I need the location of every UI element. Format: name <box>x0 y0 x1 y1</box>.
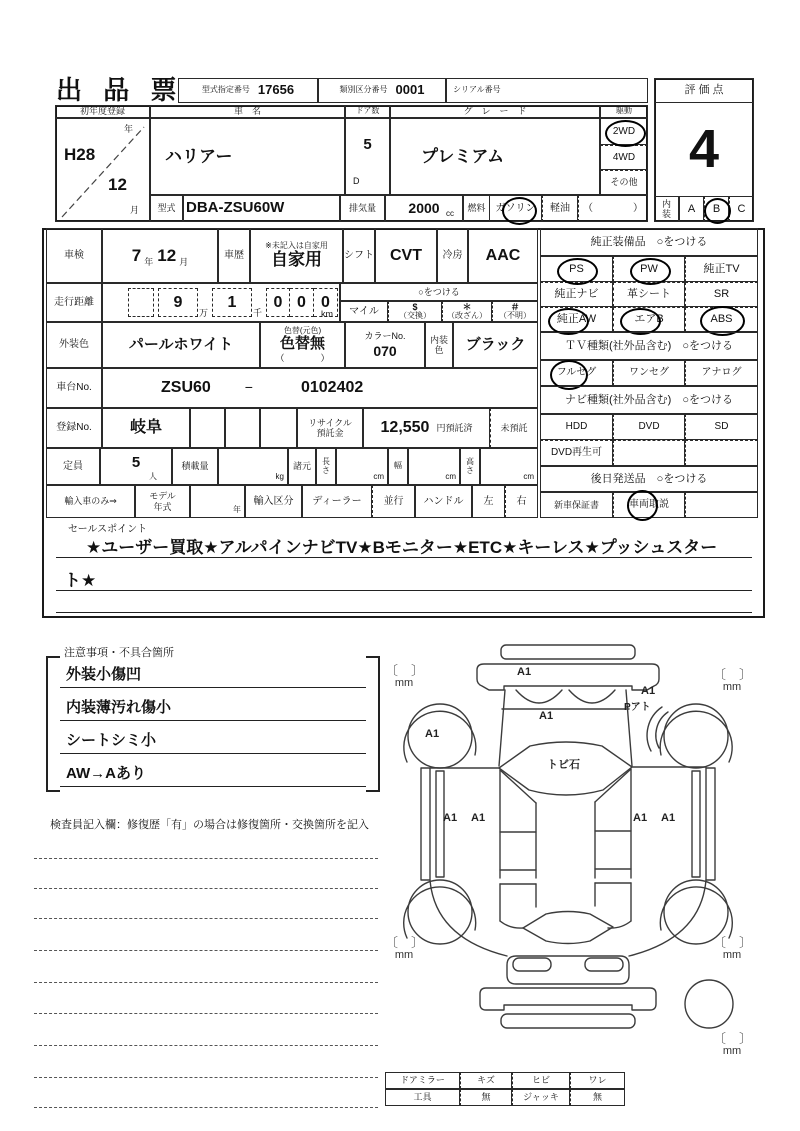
equip-leather-seat: 革シート <box>613 282 685 307</box>
doors-unit: D <box>353 175 360 186</box>
import-class-dealer: ディーラー <box>302 485 372 518</box>
spec-width-label: 幅 <box>388 448 408 485</box>
inspector-line-7 <box>34 1045 378 1046</box>
mile-opt-unknown: ＃ （不明） <box>492 301 538 322</box>
damage-mark-left-door-a: A1 <box>443 812 458 824</box>
car-diagram <box>383 640 783 1070</box>
spec-length-label: 長 さ <box>316 448 336 485</box>
shaken-label: 車検 <box>46 228 102 283</box>
defects-bracket-right <box>366 656 380 792</box>
mile-opt-tampered: ＊ （改ざん） <box>442 301 492 322</box>
selection-circle-gasoline <box>502 197 537 225</box>
sales-underline-2 <box>56 590 752 591</box>
mirror-table-r2c2: 無 <box>460 1089 512 1106</box>
inspector-line-1 <box>34 858 378 859</box>
mileage-digit-sen: 1 <box>212 288 252 317</box>
ext-color-value: パールホワイト <box>102 322 260 368</box>
chassis-value: ZSU60 − 0102402 <box>102 368 538 408</box>
tread-bracket-rear-right: 〔 〕 mm <box>713 935 753 961</box>
model-code-box <box>178 78 318 103</box>
capacity-value: 5 人 <box>100 448 172 485</box>
class-code-box <box>318 78 446 103</box>
defects-bracket-left <box>46 656 60 792</box>
mirror-table-r2c3: ジャッキ <box>512 1089 570 1106</box>
interior-grade-a: A <box>679 196 704 222</box>
mirror-table-r2c1: 工具 <box>385 1089 460 1106</box>
grade-header: グ レ ー ド <box>390 105 600 118</box>
model-label: 型式 <box>150 195 183 222</box>
interior-grade-label: 内 装 <box>654 196 679 222</box>
sales-underline-1 <box>56 557 752 558</box>
mileage-digit-2: 0 <box>290 288 314 317</box>
reg-empty-3 <box>260 408 297 448</box>
displacement-label: 排気量 <box>340 195 385 222</box>
later-warranty-book: 新車保証書 <box>540 492 613 518</box>
reg-label: 登録No. <box>46 408 102 448</box>
tv-analog: アナログ <box>685 360 758 386</box>
first-reg-year-unit: 年 <box>123 124 133 134</box>
handle-label: ハンドル <box>415 485 472 518</box>
history-cell <box>250 228 343 283</box>
spec-width-field: cm <box>408 448 460 485</box>
tv-type-header: ＴＶ種類(社外品含む) ○をつける <box>540 332 758 360</box>
damage-mark-left-door-b: A1 <box>471 812 486 824</box>
model-year-field: 年 <box>190 485 245 518</box>
page-title: 出 品 票 <box>56 75 184 105</box>
selection-circle-ps <box>557 258 598 285</box>
fuel-option-diesel: 軽油 <box>542 195 578 222</box>
selection-circle-manual <box>627 490 658 521</box>
ext-color-label: 外装色 <box>46 322 102 368</box>
mirror-table-r1c2: キズ <box>460 1072 512 1089</box>
mirror-table-r1c4: ワレ <box>570 1072 625 1089</box>
damage-mark-hood: A1 <box>539 710 554 722</box>
model-code-label: 型式指定番号 <box>201 85 250 95</box>
class-code-value: 0001 <box>395 82 425 98</box>
evaluation-score: 4 <box>654 103 754 196</box>
recycle-amount: 12,550 <box>380 419 430 437</box>
damage-mark-right-fender-paint: Pアト <box>624 702 651 713</box>
selection-circle-airbag <box>620 308 661 335</box>
recycle-amount-cell <box>363 408 490 448</box>
equip-airbag: エアB <box>613 307 685 332</box>
tv-fullseg: フルセグ <box>540 360 613 386</box>
equip-abs: ABS <box>685 307 758 332</box>
ac-label: 冷房 <box>437 228 468 283</box>
inspector-line-8 <box>34 1077 378 1078</box>
recycle-unpaid-label: 未預託 <box>490 408 538 448</box>
sales-point-line1: ★ユーザー買取★アルパインナビTV★Bモニター★ETC★キーレス★プッシュスター <box>86 538 718 557</box>
navi-empty-1 <box>613 440 685 466</box>
mileage-unit: km <box>321 309 333 319</box>
model-code-value: 17656 <box>257 82 295 98</box>
defect-underline-3 <box>60 753 366 754</box>
shift-label: シフト <box>343 228 375 283</box>
serial-label: シリアル番号 <box>453 85 501 95</box>
shaken-value: 7 年 12 月 <box>102 228 218 283</box>
first-reg-year: H28 <box>64 145 96 164</box>
model-year-label: モデル 年式 <box>135 485 190 518</box>
equip-genuine-navi: 純正ナビ <box>540 282 613 307</box>
defect-underline-2 <box>60 720 366 721</box>
displacement-value: 2000 cc <box>385 195 463 222</box>
inspector-line-9 <box>34 1107 378 1108</box>
selection-circle-2wd <box>605 120 646 147</box>
spec-height-label: 高 さ <box>460 448 480 485</box>
recycle-paid-label: 円預託済 <box>436 422 473 433</box>
fuel-option-gasoline: ガソリン <box>490 195 542 222</box>
load-value-cell <box>218 448 288 485</box>
damage-mark-right-door-b: A1 <box>661 812 676 824</box>
navi-sd: SD <box>685 414 758 440</box>
navi-dvd-playable: DVD再生可 <box>540 440 613 466</box>
interior-grade-b: B <box>704 196 729 222</box>
mirror-table-r1c3: ヒビ <box>512 1072 570 1089</box>
defect-underline-1 <box>60 687 366 688</box>
handle-left: 左 <box>472 485 505 518</box>
defect-item-1: 外装小傷凹 <box>66 666 142 683</box>
interior-grade-c: C <box>729 196 754 222</box>
mirror-table-r1c1: ドアミラー <box>385 1072 460 1089</box>
import-class-parallel: 並行 <box>372 485 415 518</box>
class-code-label: 類別区分番号 <box>339 85 388 95</box>
inspector-note: 検査員記入欄：修復歴「有」の場合は修復箇所・交換箇所を記入 <box>50 819 369 831</box>
defects-label: 注意事項・不具合箇所 <box>64 647 174 659</box>
selection-circle-pw <box>630 258 671 285</box>
color-no-cell: カラーNo. 070 <box>345 322 425 368</box>
handle-right: 右 <box>505 485 538 518</box>
import-class-label: 輸入区分 <box>245 485 302 518</box>
damage-mark-right-door-a: A1 <box>633 812 648 824</box>
first-reg-header: 初年度登録 <box>55 105 150 118</box>
load-unit: kg <box>275 472 284 482</box>
recycle-label: リサイクル 預託金 <box>297 408 363 448</box>
reg-value: 岐阜 <box>102 408 190 448</box>
history-label: 車歴 <box>218 228 250 283</box>
capacity-label: 定員 <box>46 448 100 485</box>
reg-empty-2 <box>225 408 260 448</box>
drive-option-other: その他 <box>600 170 648 195</box>
spec-length-field: cm <box>336 448 388 485</box>
later-ship-header: 後日発送品 ○をつける <box>540 466 758 492</box>
mileage-digit-man: 9 <box>158 288 198 317</box>
damage-mark-front-bumper: A1 <box>517 666 532 678</box>
inspector-line-3 <box>34 918 378 919</box>
ac-value: AAC <box>468 228 538 283</box>
car-name-cell: ハリアー <box>150 118 345 195</box>
mileage-label: 走行距離 <box>46 283 102 322</box>
grade-cell: プレミアム <box>390 118 600 195</box>
damage-mark-front-left-wheel: A1 <box>425 728 440 740</box>
mileage-sen-unit: 千 <box>253 308 263 318</box>
drive-header: 駆動 <box>600 105 648 118</box>
int-color-value: ブラック <box>453 322 538 368</box>
first-reg-cell <box>55 118 150 222</box>
navi-empty-2 <box>685 440 758 466</box>
doors-header: ドア数 <box>345 105 390 118</box>
equip-sr: SR <box>685 282 758 307</box>
defect-underline-4 <box>60 786 366 787</box>
car-name-header: 車 名 <box>150 105 345 118</box>
mileage-digit-3: 0 <box>314 288 338 317</box>
mile-opt-exchange: $ （交換） <box>388 301 442 322</box>
equip-genuine-aw: 純正AW <box>540 307 613 332</box>
inspector-line-4 <box>34 950 378 951</box>
recolor-cell: 色替(元色) 色替無 （ ） <box>260 322 345 368</box>
later-empty <box>685 492 758 518</box>
tread-bracket-front-right: 〔 〕 mm <box>713 667 753 693</box>
drive-option-2wd: 2WD <box>600 118 648 145</box>
inspector-line-5 <box>34 982 378 983</box>
tread-bracket-spare: 〔 〕 mm <box>713 1031 753 1057</box>
drive-option-4wd: 4WD <box>600 145 648 170</box>
first-reg-month: 12 <box>108 175 127 194</box>
selection-circle-interior-b <box>704 198 731 224</box>
sales-point-label: セールスポイント <box>68 524 148 535</box>
import-only-label: 輸入車のみ⇒ <box>46 485 135 518</box>
spec-label: 諸元 <box>288 448 316 485</box>
sales-underline-3 <box>56 612 752 613</box>
damage-mark-windshield: トビ石 <box>547 759 580 771</box>
mileage-man-unit: 万 <box>199 308 209 318</box>
mile-mark-header: ○をつける <box>340 283 538 301</box>
defect-item-3: シートシミ小 <box>66 732 157 749</box>
defect-item-4: AW→Aあり <box>66 765 146 782</box>
selection-circle-aw <box>548 308 589 335</box>
defect-item-2: 内装薄汚れ傷小 <box>66 699 172 716</box>
navi-dvd: DVD <box>613 414 685 440</box>
doors-value: 5 <box>363 136 372 153</box>
displacement-unit: cc <box>446 209 454 219</box>
chassis-label: 車台No. <box>46 368 102 408</box>
tv-oneseg: ワンセグ <box>613 360 685 386</box>
shift-value: CVT <box>375 228 437 283</box>
fuel-label: 燃料 <box>463 195 490 222</box>
tread-bracket-rear-left: 〔 〕 mm <box>385 935 425 961</box>
inspector-line-2 <box>34 888 378 889</box>
reg-empty-1 <box>190 408 225 448</box>
spec-height-field: cm <box>480 448 538 485</box>
evaluation-label: 評 価 点 <box>654 78 754 103</box>
navi-hdd: HDD <box>540 414 613 440</box>
equip-ps: PS <box>540 256 613 282</box>
inspector-line-6 <box>34 1013 378 1014</box>
damage-mark-right-fender: A1 <box>641 685 656 697</box>
tread-bracket-front-left: 〔 〕 mm <box>385 663 425 689</box>
genuine-equip-header: 純正装備品 ○をつける <box>540 228 758 256</box>
equip-pw: PW <box>613 256 685 282</box>
fuel-paren-cell: （ ） <box>578 195 648 222</box>
later-owners-manual: 車両取説 <box>613 492 685 518</box>
navi-type-header: ナビ種類(社外品含む) ○をつける <box>540 386 758 414</box>
sales-point-line2: ト★ <box>64 571 97 590</box>
car-outline-drawing <box>383 640 783 1070</box>
mile-label: マイル <box>340 301 388 322</box>
history-note: ※未記入は自家用 <box>265 240 328 250</box>
model-value: DBA-ZSU60W <box>183 195 340 222</box>
mileage-digit-blank <box>128 288 154 317</box>
int-color-label: 内装 色 <box>425 322 453 368</box>
serial-box <box>446 78 648 103</box>
mileage-digit-1: 0 <box>266 288 290 317</box>
mirror-table-r2c4: 無 <box>570 1089 625 1106</box>
doors-cell <box>345 118 390 195</box>
equip-genuine-tv: 純正TV <box>685 256 758 282</box>
history-value: 自家用 <box>271 250 322 270</box>
load-label: 積載量 <box>172 448 218 485</box>
first-reg-month-unit: 月 <box>129 204 139 215</box>
